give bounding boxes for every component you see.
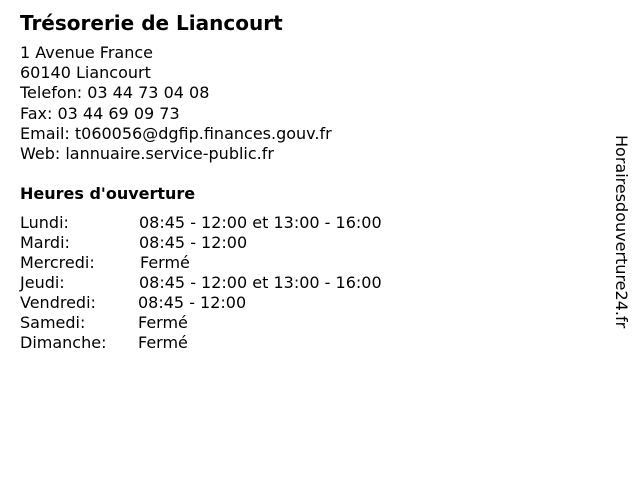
time-value: Fermé [138,313,188,332]
time-value: 08:45 - 12:00 et 13:00 - 16:00 [139,273,382,292]
day-label: Vendredi: [20,293,96,312]
day-label: Mercredi: [20,253,95,272]
day-label: Dimanche: [20,333,107,352]
time-value: 08:45 - 12:00 et 13:00 - 16:00 [139,213,382,232]
day-label: Lundi: [20,213,69,232]
time-value: 08:45 - 12:00 [139,233,248,252]
opening-hours-heading: Heures d'ouverture [20,184,196,203]
website: Web: lannuaire.service-public.fr [20,143,274,163]
address-city: 60140 Liancourt [20,63,151,83]
day-label: Mardi: [20,233,70,252]
time-value: Fermé [138,333,188,352]
contact-info [20,43,332,164]
phone-number: Telefon: 03 44 73 04 08 [20,83,210,103]
time-value: 08:45 - 12:00 [138,293,247,312]
email-address: Email: t060056@dgfip.finances.gouv.fr [20,123,332,143]
time-value: Fermé [140,253,190,272]
day-label: Jeudi: [20,273,65,292]
fax-number: Fax: 03 44 69 09 73 [20,103,180,123]
site-watermark: Horairesdouverture24.fr [612,135,631,329]
day-label: Samedi: [20,313,86,332]
page-title: Trésorerie de Liancourt [20,11,283,35]
address-street: 1 Avenue France [20,43,153,62]
